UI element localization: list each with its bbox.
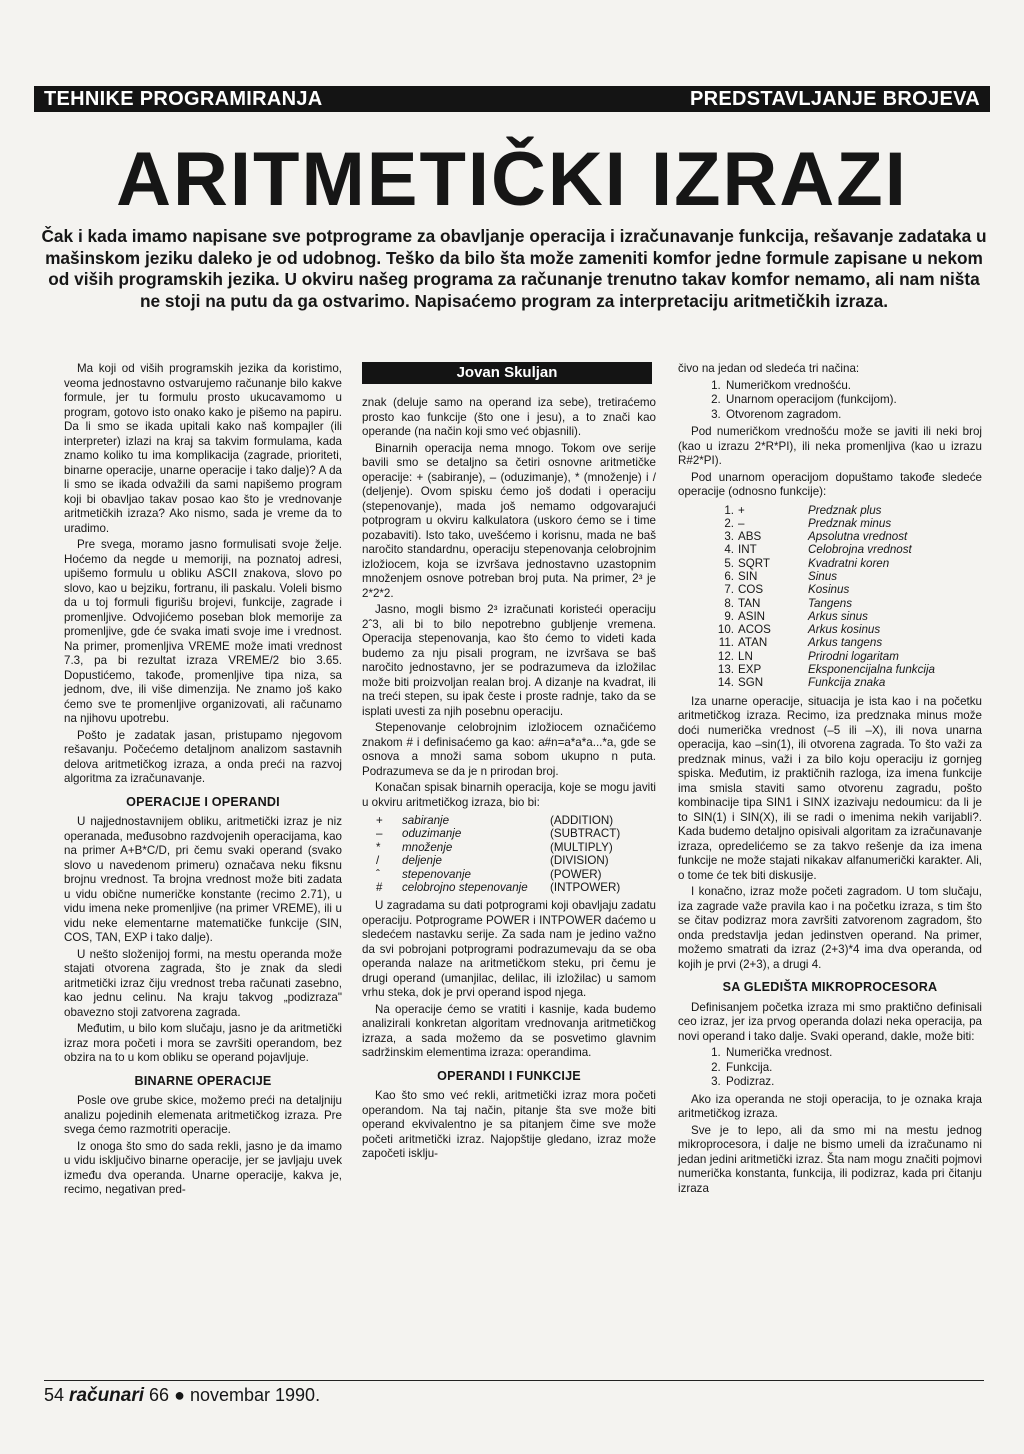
paragraph: U zagradama su dati potprogrami koji obavljaju zadatu operaciju. Potprograme POWER i INTPOWER daćemo u sledećem nastavku serije. Za sada nam je jedino važno da svi pobrojani potprogrami podrazumevaju da se oba operanda nalaze na aritmetičkom steku, pri čemu je drugi operand (umanjilac, delilac, ili izložilac) u samom vrhu steka, dok je prvi operand ispod njega. (362, 899, 656, 1000)
table-row: 3. ABS Apsolutna vrednost (724, 530, 908, 544)
table-row: – oduzimanje (SUBTRACT) (376, 827, 621, 841)
paragraph: U nešto složenijoj formi, na mestu operanda može stajati otvorena zagrada, što je znak da sledi aritmetički izraz čiju vrednost treba računati zasebno, kao jednu celinu. Na kraju takvog „podizraza" obavezno stoji zatvorena zagrada. (64, 947, 342, 1019)
author-banner: Jovan Skuljan (362, 362, 652, 384)
table-row: * množenje (MULTIPLY) (376, 840, 613, 854)
issue-number: 66 (149, 1385, 170, 1405)
table-row: ˆ stepenovanje (POWER) (376, 867, 602, 881)
list-item: 3. Otvorenom zagradom. (724, 408, 982, 423)
paragraph: Konačan spisak binarnih operacija, koje se mogu javiti u okviru aritmetičkog izraza, bio bi: (362, 781, 656, 809)
table-row: 6. SIN Sinus (724, 569, 838, 583)
paragraph: Definisanjem početka izraza mi smo praktično definisali ceo izraz, jer iza prvog operanda dolazi neka operacija, pa novi operand i tako dalje. Svaki operand, dakle, može biti: (678, 1000, 982, 1043)
table-row: 11. ATAN Arkus tangens (718, 636, 883, 650)
paragraph: Pošto je zadatak jasan, pristupamo njegovom rešavanju. Počećemo detaljnom analizom sastavnih delova aritmetičkog izraza, a onda preći na razvoj algoritma za izračunavanje. (64, 728, 342, 785)
table-row: 12. LN Prirodni logaritam (717, 649, 899, 663)
table-row: 13. EXP Eksponencijalna funkcija (717, 663, 935, 677)
column-3 (678, 362, 982, 1198)
article-lead: Čak i kada imamo napisane sve potprograme za obavljanje operacija i izračunavanje funkcija, rešavanje zadataka u mašinskom jeziku daleko je od udobnog. Teško da bilo šta može zameniti komfor jedne formule zapisane u nekom od viših programskih jezika. U okviru našeg programa za računanje trenutno takav komfor nemamo, ali nam ništa ne stoji na putu da ga ostvarimo. Napisaćemo program za interpretaciju aritmetičkih izraza. (41, 226, 987, 311)
paragraph: Pod numeričkom vrednošću može se javiti ili neki broj (kao u izrazu 2*R*PI), ili neka promenljiva (kao u izrazu R#2*PI). (678, 425, 982, 467)
binary-operations-table (362, 814, 656, 894)
table-row: 10. ACOS Arkus kosinus (717, 623, 881, 637)
paragraph: Iz onoga što smo do sada rekli, jasno je da imamo u vidu isključivo binarne operacije, jer se javljaju uvek između dva operanda. Unarne operacije, kakva je, recimo, negativan pred- (64, 1139, 342, 1196)
table-row: 9. ASIN Arkus sinus (724, 609, 868, 623)
list-item: 1. Numeričkom vrednošću. (724, 379, 982, 394)
table-row: + sabiranje (ADDITION) (376, 814, 614, 827)
paragraph: Binarnih operacija nema mnogo. Tokom ove serije bavili smo se detaljno sa četiri osnovne aritmetičke operacije: + (sabiranje), – (oduzimanje), * (množenje) i / (deljenje). Ovom spisku ćemo još dodati i operaciju (stepenovanje), mada još nemamo odgovarajući potprogram u okviru kalkulatora (uskoro ćemo se i time pozabaviti). Isto tako, uvešćemo i korisnu, mada ne baš naročito standardnu, operaciju stepenovanja celobrojnim izložiocem, koja se izvršava jednostavno uzastopnim množenjem osnove potreban broj puta. Na primer, 2³ je 2*2*2. (362, 441, 656, 600)
subheading: SA GLEDIŠTA MIKROPROCESORA (722, 980, 938, 995)
paragraph: Pod unarnom operacijom dopuštamo takođe sledeće operacije (odnosno funkcije): (678, 470, 982, 498)
paragraph: Stepenovanje celobrojnim izložiocem označićemo znakom # i definisaćemo ga kao: a#n=a*a*a...*a, gde se osnova a množi sama sobom ukupno n puta. Podrazumeva se da je n prirodan broj. (362, 721, 656, 778)
paragraph: U najjednostavnijem obliku, aritmetički izraz je niz operanada, međusobno razdvojenih operacijama, kao na primer A+B*C/D, pri čemu svaki operand (svako slovo u navedenom primeru) označava neku fiksnu brojnu vrednost. Ta brojna vrednost može biti zadata u vidu obične numeričke konstante (recimo 2.71), u vidu imena neke promenljive (na primer VREME), ili u vidu neke elementarne matematičke funkcije (SIN, COS, TAN, EXP i tako dalje). (64, 815, 342, 944)
table-row: 2. – Predznak minus (724, 516, 892, 530)
list-item: 2. Funkcija. (724, 1061, 982, 1076)
subheading: OPERACIJE I OPERANDI (126, 794, 280, 809)
subheading: BINARNE OPERACIJE (134, 1073, 272, 1088)
table-row: 4. INT Celobrojna vrednost (724, 543, 912, 557)
paragraph: Kao što smo već rekli, aritmetički izraz mora početi operandom. Na taj način, pitanje šta sve može biti operand ekvivalentno je sa pitanjem čime sve može početi aritmetički izraz. Najopštije gledano, izraz može započeti isklju- (362, 1089, 656, 1161)
section-header-right: PREDSTAVLJANJE BROJEVA (690, 87, 980, 110)
paragraph: Ako iza operanda ne stoji operacija, to je oznaka kraja aritmetičkog izraza. (678, 1092, 982, 1121)
section-header-bar (34, 86, 990, 112)
column-1 (64, 362, 342, 1200)
table-row: 8. TAN Tangens (724, 596, 853, 610)
table-row: 1. + Predznak plus (724, 503, 882, 517)
paragraph: Iza unarne operacije, situacija je ista kao i na početku aritmetičkog izraza. Recimo, iza predznaka minus može doći numerička vrednost (–5 ili –X), ili nova unarna operacija, kao –sin(1), ili otvorena zagrada. To što važi za predznak minus, važi i za bilo koju operaciju iz gornjeg spiska. Međutim, iz praktičnih razloga, iza imena funkcije ima smisla staviti samo otvorenu zagradu, pošto kombinacije tipa SIN1 i SINX izazivaju nedoumicu: da li je to SIN(1) i SIN(X), ili se radi o imenima nekih varijabli?. Kada budemo detaljno opisivali algoritam za izračunavanje izraza, opredelićemo se za takvo rešenje da iza imena funkcije ne može stajati nikakav alfanumerički karakter. Ali, o tome će tek biti diskusije. (678, 694, 982, 882)
paragraph: Sve je to lepo, ali da smo mi na mestu jednog mikroprocesora, i dalje ne bismo umeli da izračunamo ni jedan jedini aritmetički izraz. Šta nam mogu značiti pojmovi numerička konstanta, funkcija, ili podizraz, kada pri čitanju izraza (678, 1123, 982, 1195)
paragraph: znak (deluje samo na operand iza sebe), tretiraćemo prosto kao funkcije (što one i jesu), a to znači kao operande (na način koji smo već objasnili). (362, 396, 656, 438)
column-2 (362, 362, 656, 1164)
paragraph: Na operacije ćemo se vratiti i kasnije, kada budemo analizirali konkretan algoritam vrednovanja aritmetičkog izraza, a sada možemo da se posvetimo glavnim sadržinskim elementima izraza: operandima. (362, 1002, 656, 1060)
paragraph: Ma koji od viših programskih jezika da koristimo, veoma jednostavno ostvarujemo računanje bilo kakve formule, jer tu formulu prosto ukucavamomo u program, gotovo isto onako kako je pišemo na papiru. Da li smo se ikada upitali kako naš kompajler (ili interpreter) izlazi na kraj sa takvim formulama, kada znamo koliko tu ima komplikacija (zagrade, prioriteti, binarne operacije, unarne operacije i tako dalje)? A da li smo se ikada odvažili da sami napišemo program koji bi obavljao takav posao kao što je vrednovanje aritmetičkih izraza? Ako nismo, sada je vreme da to uradimo. (64, 362, 342, 535)
paragraph: Posle ove grube skice, možemo preći na detaljniju analizu pojedinih elemenata aritmetičkog izraza. Pre svega ćemo razmotriti operacije. (64, 1094, 342, 1136)
table-row: 14. SGN Funkcija znaka (717, 676, 886, 690)
paragraph: Pre svega, moramo jasno formulisati svoje želje. Hoćemo da negde u memoriji, na poznatoj adresi, upišemo formulu u obliku ASCII znakova, slovo po slovo, kao u bejziku, fortranu, ili paskalu. Voleli bismo da u toj formuli figurišu brojevi, funkcije, zagrade i promenljive. Odvojićemo poseban blok memorije za promenljive, gde će svaka imati svoje ime i vrednost. Na primer, promenljiva VREME može imati vrednost 7.3, pa bi rezultat izraza VREME/2 bio 3.65. Dopustićemo, takođe, promenljive tipa niza, sa jednom, dve, ili više dimenzija. Ne znamo još kako ćemo sve te promenljive organizovati, ali računamo na njihovu upotrebu. (64, 538, 342, 725)
table-row: 7. COS Kosinus (724, 583, 850, 597)
issue-date: novembar 1990. (189, 1385, 321, 1405)
table-row: # celobrojno stepenovanje (INTPOWER) (376, 881, 621, 895)
page-number: 54 (44, 1385, 65, 1405)
numbered-list (678, 379, 982, 423)
bullet-icon: ● (174, 1385, 185, 1405)
list-item: 3. Podizraz. (724, 1075, 982, 1090)
page-footer (44, 1380, 984, 1407)
table-row: 5. SQRT Kvadratni koren (724, 556, 890, 570)
subheading: OPERANDI I FUNKCIJE (437, 1068, 581, 1083)
article-title: ARITMETIČKI IZRAZI (116, 137, 908, 222)
list-item: 2. Unarnom operacijom (funkcijom). (724, 393, 982, 408)
unary-functions-table (702, 504, 935, 690)
paragraph: I konačno, izraz može početi zagradom. U tom slučaju, iza zagrade važe pravila kao i na početku izraza, s tim što se čitav podizraz mora završiti zatvorenom zagradom, što onda predstavlja jedan jedinstven operand. Na primer, možemo smatrati da izraz (2+3)*4 ima dva operanda, od kojih je prvi (2+3), a drugi 4. (678, 885, 982, 971)
numbered-list (678, 1046, 982, 1090)
paragraph: čivo na jedan od sledeća tri načina: (678, 362, 860, 375)
section-header-left: TEHNIKE PROGRAMIRANJA (44, 87, 323, 110)
magazine-logo: računari (69, 1385, 145, 1406)
paragraph: Međutim, u bilo kom slučaju, jasno je da aritmetički izraz mora početi i mora se završiti operandom, bez obzira na to u kom obliku se operand pojavljuje. (64, 1022, 342, 1064)
table-row: / deljenje (DIVISION) (376, 854, 609, 868)
list-item: 1. Numerička vrednost. (724, 1046, 982, 1061)
paragraph: Jasno, mogli bismo 2³ izračunati koristeći operaciju 2ˆ3, ali bi to bilo nepotrebno gubljenje vremena. Operacija stepenovanja, kao što ćemo to videti kada budemo za nju pisali program, ne izvršava se baš naročito jednostavno, jer se podrazumeva da izložilac može biti proizvoljan realan broj. A dizanje na kvadrat, ili na treći stepen, su ipak česte i proste radnje, tako da se isplati uvesti za njih posebnu operaciju. (362, 603, 656, 718)
